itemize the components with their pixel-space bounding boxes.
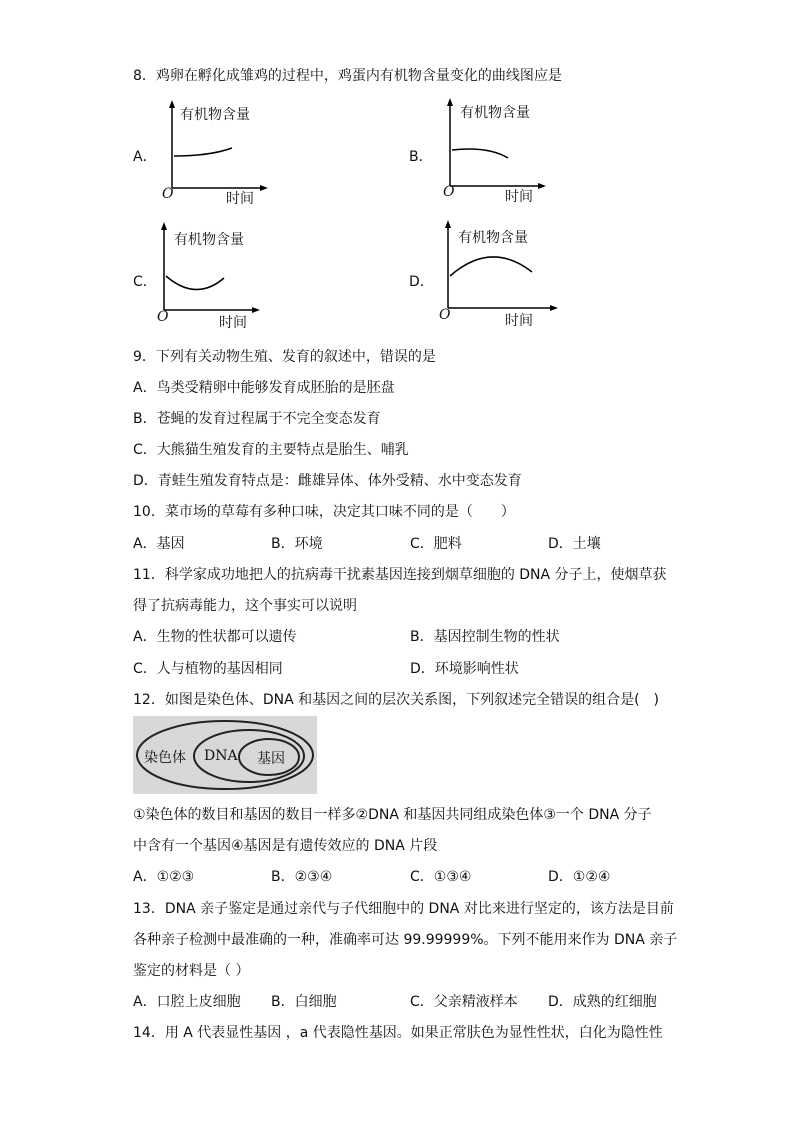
q8-graph-a-origin: O (162, 186, 174, 202)
q11-option-d: D．环境影响性状 (410, 661, 519, 677)
q8-graph-d-curve (450, 257, 532, 276)
q8-graph-b-origin: O (443, 184, 455, 200)
q13-option-a: A．口腔上皮细胞 (133, 994, 241, 1010)
q11-stem-line2: 得了抗病毒能力，这个事实可以说明 (133, 598, 357, 614)
q10-option-b: B．环境 (271, 536, 323, 552)
q12-option-a: A．①②③ (133, 869, 195, 885)
q8-graph-a-xlabel: 时间 (226, 191, 254, 207)
q10-stem: 10．菜市场的草莓有多种口味，决定其口味不同的是（ ） (133, 504, 515, 520)
q12-label-gene: 基因 (257, 751, 285, 767)
q8-graph-d-origin: O (439, 307, 451, 323)
q8-graph-c-curve (166, 276, 224, 290)
q13-option-b: B．白细胞 (271, 994, 337, 1010)
q10-option-c: C．肥料 (410, 536, 462, 552)
q8-graph-c-xlabel: 时间 (219, 315, 247, 331)
q11-option-a: A．生物的性状都可以遗传 (133, 629, 297, 645)
q10-option-a: A．基因 (133, 536, 185, 552)
q11-stem-line1: 11．科学家成功地把人的抗病毒干扰素基因连接到烟草细胞的 DNA 分子上，使烟草获 (133, 567, 667, 583)
q8-graph-b-curve (452, 149, 508, 158)
q8-option-d-letter: D． (409, 274, 434, 290)
q12-statements-line2: 中含有一个基因④基因是有遗传效应的 DNA 片段 (133, 838, 438, 854)
q8-option-a-letter: A． (133, 149, 157, 165)
q13-stem-line1: 13．DNA 亲子鉴定是通过亲代与子代细胞中的 DNA 对比来进行坚定的，该方法是目前 (133, 901, 674, 917)
q8-graph-c-ylabel: 有机物含量 (174, 232, 244, 248)
q13-option-c: C．父亲精液样本 (410, 994, 518, 1010)
q9-option-a: A．鸟类受精卵中能够发育成胚胎的是胚盘 (133, 380, 395, 396)
q9-option-d: D．青蛙生殖发育特点是：雌雄异体、体外受精、水中变态发育 (133, 473, 522, 489)
q8-option-c-letter: C． (133, 274, 157, 290)
q13-stem-line2: 各种亲子检测中最准确的一种，准确率可达 99.99999%。下列不能用来作为 DNA 亲子 (133, 932, 678, 948)
q12-option-c: C．①③④ (410, 869, 472, 885)
q8-graph-b-ylabel: 有机物含量 (460, 105, 530, 121)
q9-option-b: B．苍蝇的发育过程属于不完全变态发育 (133, 411, 381, 427)
q12-label-dna: DNA (204, 748, 238, 764)
q11-option-c: C．人与植物的基因相同 (133, 661, 283, 677)
q13-option-d: D．成熟的红细胞 (548, 994, 657, 1010)
q8-stem: 8．鸡卵在孵化成雏鸡的过程中，鸡蛋内有机物含量变化的曲线图应是 (133, 68, 562, 84)
q8-graph-a-ylabel: 有机物含量 (180, 107, 250, 123)
q12-option-b: B．②③④ (271, 869, 333, 885)
q8-graph-d-xlabel: 时间 (505, 313, 533, 329)
q12-label-chromosome: 染色体 (144, 750, 186, 766)
q12-option-d: D．①②④ (548, 869, 611, 885)
q11-option-b: B．基因控制生物的性状 (410, 629, 560, 645)
q8-graph-d-ylabel: 有机物含量 (458, 230, 528, 246)
q8-graph-b-xlabel: 时间 (505, 189, 533, 205)
q12-statements-line1: ①染色体的数目和基因的数目一样多②DNA 和基因共同组成染色体③一个 DNA 分子 (133, 807, 652, 823)
q13-stem-line3: 鉴定的材料是（ ） (133, 963, 250, 979)
q12-stem: 12．如图是染色体、DNA 和基因之间的层次关系图，下列叙述完全错误的组合是( ) (133, 692, 660, 708)
q9-option-c: C．大熊猫生殖发育的主要特点是胎生、哺乳 (133, 442, 409, 458)
q10-option-d: D．土壤 (548, 536, 601, 552)
q8-graph-c-origin: O (157, 309, 169, 325)
q8-option-b-letter: B． (409, 149, 433, 165)
q8-graph-a-curve (174, 148, 232, 156)
q9-stem: 9．下列有关动物生殖、发育的叙述中，错误的是 (133, 349, 436, 365)
q14-stem: 14．用 A 代表显性基因 ，a 代表隐性基因。如果正常肤色为显性性状，白化为隐性性 (133, 1025, 663, 1041)
